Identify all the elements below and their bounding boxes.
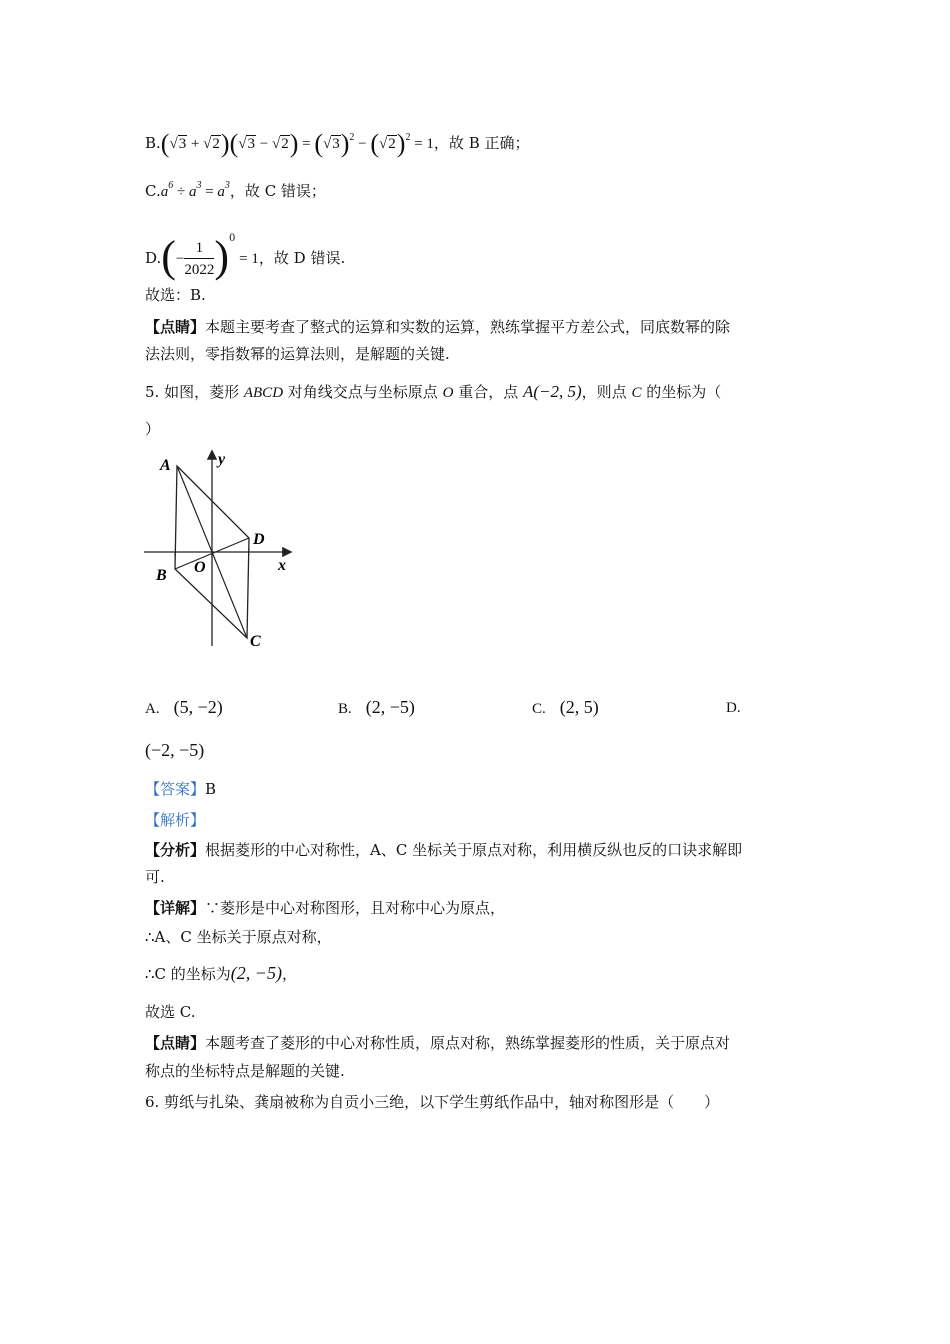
option-a[interactable]: A. (5, −2) xyxy=(145,697,223,717)
answer-line: 【答案】B xyxy=(145,780,217,798)
option-c[interactable]: C. (2, 5) xyxy=(532,697,599,717)
rhombus-figure xyxy=(140,446,300,656)
option-b[interactable]: B. (2, −5) xyxy=(338,697,415,717)
choose-line-1: 故选：B. xyxy=(145,286,206,304)
question-6: 6. 剪纸与扎染、龚扇被称为自贡小三绝，以下学生剪纸作品中，轴对称图形是（ ） xyxy=(145,1093,720,1111)
fenxi-line: 【分析】根据菱形的中心对称性，A、C 坐标关于原点对称，利用横反纵也反的口诀求解即 xyxy=(145,841,743,859)
label-x: x xyxy=(278,557,286,574)
analysis-tag: 【解析】 xyxy=(145,811,206,829)
choose-line-2: 故选 C. xyxy=(145,1003,196,1021)
label-b: B xyxy=(156,567,167,584)
point-note-2: 【点睛】本题考查了菱形的中心对称性质，原点对称，熟练掌握菱形的性质，关于原点对 xyxy=(145,1034,731,1052)
detail-line: 【详解】∵菱形是中心对称图形，且对称中心为原点， xyxy=(145,899,506,917)
label-d: D xyxy=(253,531,265,548)
point-note-1-cont: 法法则，零指数幂的运算法则，是解题的关键. xyxy=(145,345,450,363)
equation-c: $a^6 \div a^3 = a^3$ xyxy=(160,180,230,200)
label-a: A xyxy=(160,457,171,474)
option-d[interactable]: D. xyxy=(726,700,741,716)
therefore-2: ∴C 的坐标为(2, −5)， xyxy=(145,963,297,983)
option-d-solution: D.(− $\frac{1}{2022}$ )$^0$ = 1，故 D 错误. xyxy=(145,232,346,281)
option-d-value: (−2, −5) xyxy=(145,740,205,760)
question-5-close: ） xyxy=(145,420,161,438)
therefore-1: ∴A、C 坐标关于原点对称， xyxy=(145,928,332,946)
question-5: 5. 如图，菱形 ABCD 对角线交点与坐标原点 O 重合，点 A(−2, 5)，则点 C 的坐标为（ xyxy=(145,382,722,401)
point-note-1: 【点睛】本题主要考查了整式的运算和实数的运算，熟练掌握平方差公式，同底数幂的除 xyxy=(145,318,731,336)
option-c-solution: $C.a^6 \div a^3 = a^3$，故 C 错误； xyxy=(145,180,326,200)
label-y: y xyxy=(218,451,226,468)
label-c: C xyxy=(250,633,261,650)
option-label: B. xyxy=(145,134,161,152)
fenxi-line-cont: 可. xyxy=(145,868,165,886)
equation-b: $(√3 + √2)(√3 - √2) = (√3)^2 - (√2)^2 = 1$ xyxy=(160,129,434,158)
point-note-2-cont: 称点的坐标特点是解题的关键. xyxy=(145,1062,345,1080)
equation-d: (− $\frac{1}{2022}$ )$^0$ = 1 xyxy=(161,232,259,281)
label-o: O xyxy=(194,559,206,576)
option-b-solution: $B.(√3 + √2)(√3 - √2) = (√3)^2 - (√2)^2 = 1$，故 B 正确； xyxy=(145,129,530,158)
